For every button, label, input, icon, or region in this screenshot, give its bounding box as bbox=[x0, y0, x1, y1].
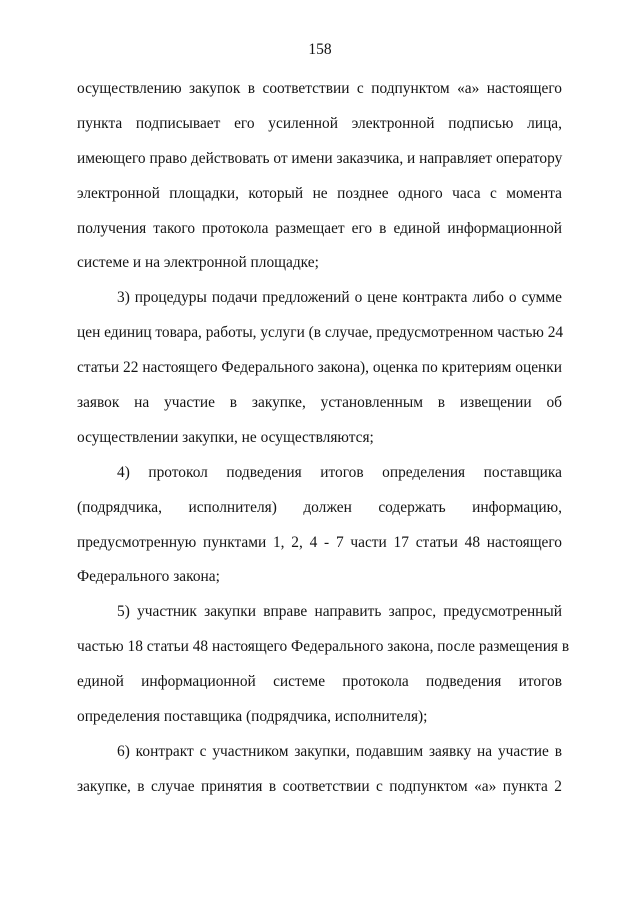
text-line: закупке, в случае принятия в соответствии с подпунктом «а» пункта 2 bbox=[77, 777, 562, 795]
text-line: Федерального закона; bbox=[77, 568, 220, 586]
text-line: определения поставщика (подрядчика, исполнителя); bbox=[77, 708, 428, 726]
text-line: 3) процедуры подачи предложений о цене контракта либо о сумме bbox=[117, 289, 562, 307]
page-number: 158 bbox=[308, 41, 332, 58]
text-line: системе и на электронной площадке; bbox=[77, 254, 319, 272]
text-line: получения такого протокола размещает его в единой информационной bbox=[77, 219, 562, 237]
text-line: статьи 22 настоящего Федерального закона), оценка по критериям оценки bbox=[77, 359, 562, 377]
text-line: единой информационной системе протокола подведения итогов bbox=[77, 673, 562, 691]
text-line: 6) контракт с участником закупки, подавшим заявку на участие в bbox=[117, 742, 562, 760]
text-line: 5) участник закупки вправе направить запрос, предусмотренный bbox=[117, 603, 562, 621]
text-line: (подрядчика, исполнителя) должен содержать информацию, bbox=[77, 498, 562, 516]
text-line: электронной площадки, который не позднее одного часа с момента bbox=[77, 184, 562, 202]
text-line: частью 18 статьи 48 настоящего Федерального закона, после размещения в bbox=[77, 638, 570, 656]
text-line: пункта подписывает его усиленной электронной подписью лица, bbox=[77, 114, 562, 132]
text-line: предусмотренную пунктами 1, 2, 4 - 7 части 17 статьи 48 настоящего bbox=[77, 533, 562, 551]
text-line: осуществлению закупок в соответствии с подпунктом «а» настоящего bbox=[77, 80, 562, 97]
text-line: 4) протокол подведения итогов определения поставщика bbox=[117, 463, 562, 481]
text-line: осуществлении закупки, не осуществляются; bbox=[77, 428, 374, 446]
text-line: заявок на участие в закупке, установленным в извещении об bbox=[77, 394, 562, 412]
text-line: имеющего право действовать от имени заказчика, и направляет оператору bbox=[77, 149, 563, 167]
body-text bbox=[77, 72, 570, 805]
text-line: цен единиц товара, работы, услуги (в случае, предусмотренном частью 24 bbox=[77, 324, 564, 342]
